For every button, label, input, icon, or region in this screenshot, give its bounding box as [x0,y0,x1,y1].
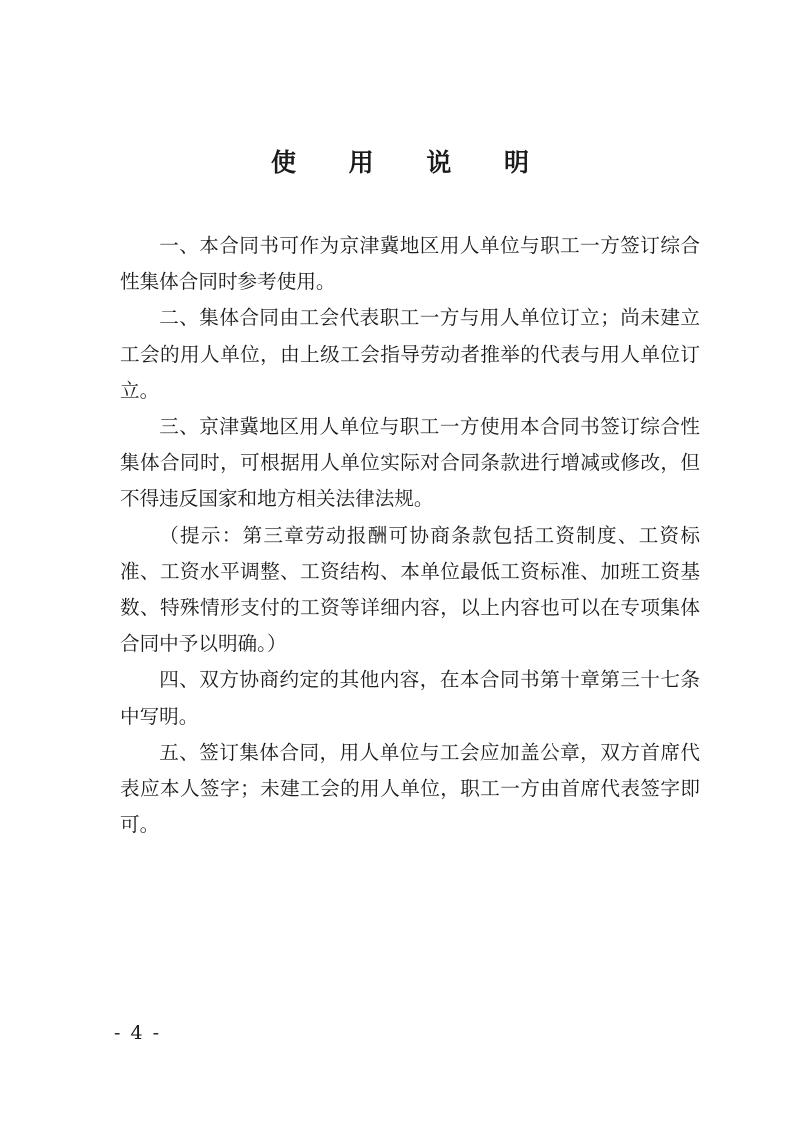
paragraph-3: 三、京津冀地区用人单位与职工一方使用本合同书签订综合性集体合同时，可根据用人单位实际对合同条款进行增减或修改，但不得违反国家和地方相关法律法规。 [120,415,700,511]
paragraph-4: 四、双方协商约定的其他内容，在本合同书第十章第三十七条中写明。 [120,668,700,728]
paragraph-1: 一、本合同书可作为京津冀地区用人单位与职工一方签订综合性集体合同时参考使用。 [120,234,700,294]
page-number: - 4 - [114,1022,162,1044]
paragraph-5: 五、签订集体合同，用人单位与工会应加盖公章，双方首席代表应本人签字；未建工会的用人单位，职工一方由首席代表签字即可。 [120,740,700,837]
page-title: 使 用 说 明 [270,148,552,177]
paragraph-2: 二、集体合同由工会代表职工一方与用人单位订立；尚未建立工会的用人单位，由上级工会指导劳动者推举的代表与用人单位订立。 [120,306,700,402]
instructions-body [120,228,700,843]
paragraph-note: （提示：第三章劳动报酬可协商条款包括工资制度、工资标准、工资水平调整、工资结构、本单位最低工资标准、加班工资基数、特殊情形支付的工资等详细内容，以上内容也可以在专项集体合同中予以明确。） [120,523,700,656]
